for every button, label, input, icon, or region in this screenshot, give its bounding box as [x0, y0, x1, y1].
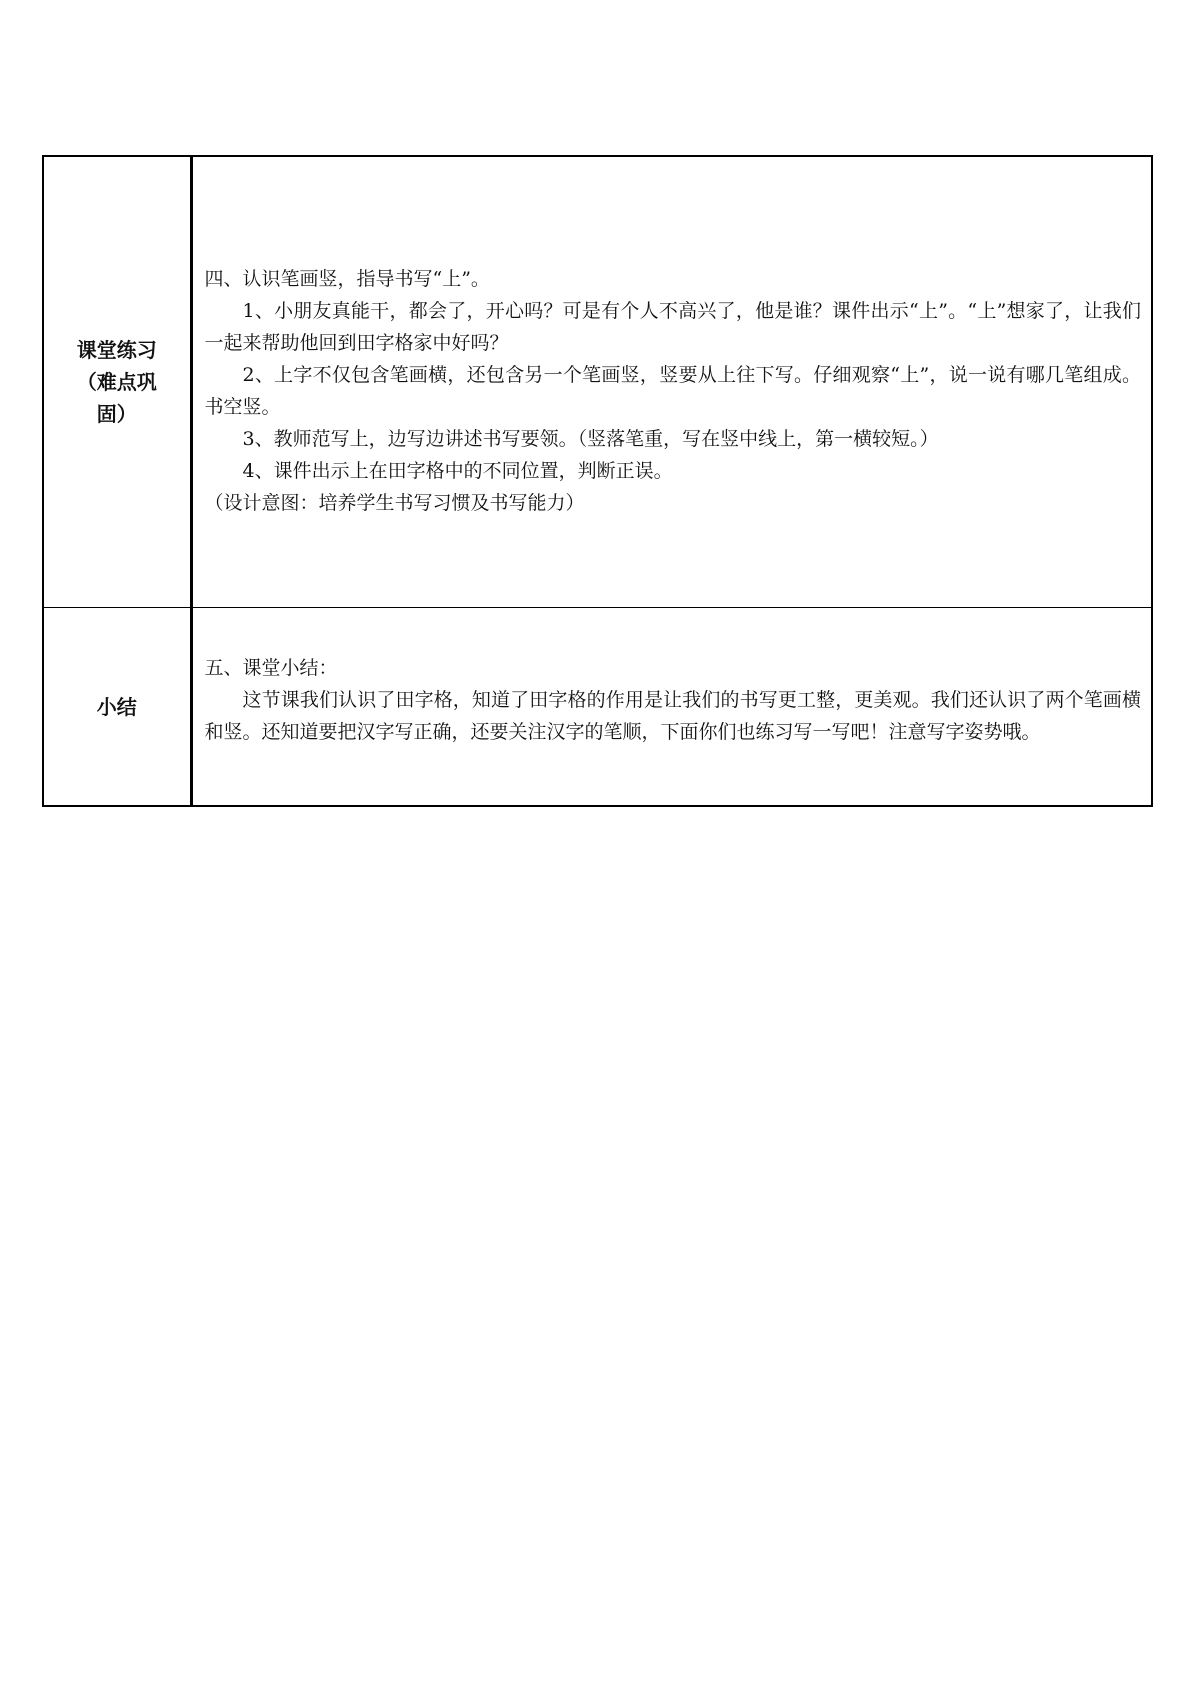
- paragraph: 2、上字不仅包含笔画横，还包含另一个笔画竖，竖要从上往下写。仔细观察“上”，说一说有哪几笔组成。书空竖。: [204, 364, 1141, 418]
- row-label: 课堂练习（难点巩固）: [76, 338, 157, 426]
- summary-content: [205, 652, 1142, 748]
- row-content-cell: [191, 156, 1152, 608]
- section-heading: 四、认识笔画竖，指导书写“上”。: [204, 268, 490, 290]
- table-row-exercise: [43, 156, 1152, 608]
- section-heading: 五、课堂小结：: [204, 656, 338, 679]
- exercise-content: [205, 263, 1142, 519]
- paragraph: 3、教师范写上，边写边讲述书写要领。（竖落笔重，写在竖中线上，第一横较短。）: [242, 428, 939, 450]
- lesson-plan-table: [42, 155, 1153, 807]
- table-row-summary: [43, 608, 1152, 807]
- row-label-cell: [43, 608, 191, 807]
- row-label: 小结: [96, 694, 137, 719]
- paragraph: 这节课我们认识了田字格，知道了田字格的作用是让我们的书写更工整，更美观。我们还认识了两个笔画横和竖。还知道要把汉字写正确，还要关注汉字的笔顺，下面你们也练习写一写吧！注意写字姿势哦。: [204, 688, 1141, 743]
- paragraph: 4、课件出示上在田字格中的不同位置，判断正误。: [242, 460, 673, 482]
- design-intent-note: （设计意图：培养学生书写习惯及书写能力）: [204, 492, 585, 514]
- paragraph: 1、小朋友真能干，都会了，开心吗？可是有个人不高兴了，他是谁？课件出示“上”。“上”想家了，让我们一起来帮助他回到田字格家中好吗？: [204, 300, 1141, 354]
- row-label-cell: [43, 156, 191, 608]
- row-content-cell: [191, 608, 1152, 807]
